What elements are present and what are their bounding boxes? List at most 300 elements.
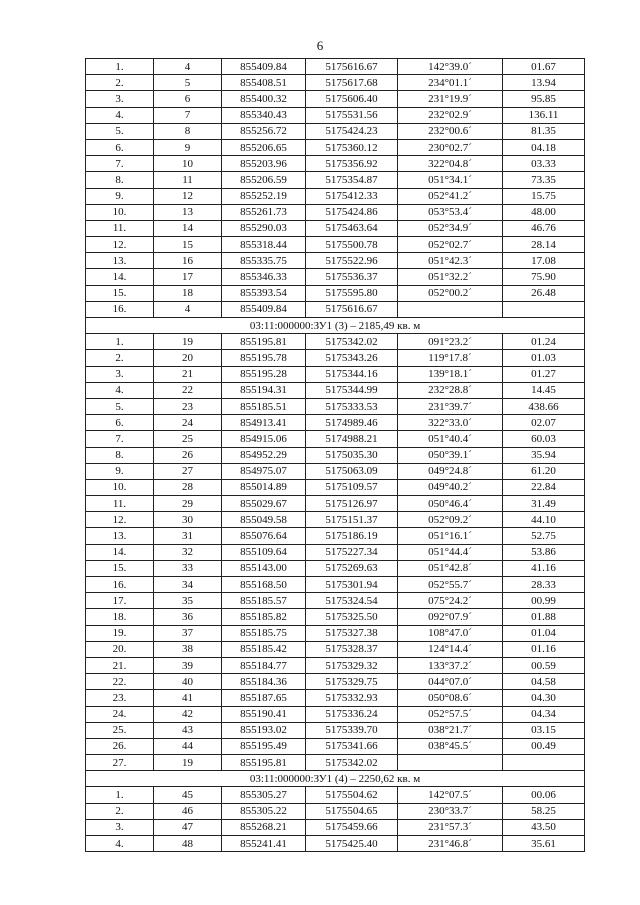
table-row bbox=[86, 269, 585, 285]
row-number-cell: 7. bbox=[86, 156, 154, 172]
distance-cell: 73.35 bbox=[503, 172, 585, 188]
direction-angle-cell: 234°01.1´ bbox=[398, 75, 503, 91]
y-coordinate-cell: 5175063.09 bbox=[306, 463, 398, 479]
distance-cell: 31.49 bbox=[503, 496, 585, 512]
direction-angle-cell: 231°57.3´ bbox=[398, 819, 503, 835]
direction-angle-cell: 052°41.2´ bbox=[398, 188, 503, 204]
direction-angle-cell: 049°24.8´ bbox=[398, 463, 503, 479]
row-number-cell: 13. bbox=[86, 253, 154, 269]
point-number-cell: 30 bbox=[154, 512, 222, 528]
distance-cell: 46.76 bbox=[503, 220, 585, 236]
y-coordinate-cell: 5175035.30 bbox=[306, 447, 398, 463]
point-number-cell: 18 bbox=[154, 285, 222, 301]
x-coordinate-cell: 854952.29 bbox=[222, 447, 306, 463]
distance-cell: 01.27 bbox=[503, 366, 585, 382]
y-coordinate-cell: 5175343.26 bbox=[306, 350, 398, 366]
row-number-cell: 15. bbox=[86, 285, 154, 301]
row-number-cell: 12. bbox=[86, 237, 154, 253]
distance-cell: 00.99 bbox=[503, 593, 585, 609]
table-row bbox=[86, 738, 585, 754]
direction-angle-cell: 133°37.2´ bbox=[398, 657, 503, 673]
x-coordinate-cell: 855168.50 bbox=[222, 577, 306, 593]
x-coordinate-cell: 855193.02 bbox=[222, 722, 306, 738]
point-number-cell: 34 bbox=[154, 577, 222, 593]
point-number-cell: 46 bbox=[154, 803, 222, 819]
table-row bbox=[86, 722, 585, 738]
y-coordinate-cell: 5175617.68 bbox=[306, 75, 398, 91]
row-number-cell: 6. bbox=[86, 415, 154, 431]
row-number-cell: 3. bbox=[86, 819, 154, 835]
x-coordinate-cell: 854975.07 bbox=[222, 463, 306, 479]
point-number-cell: 45 bbox=[154, 787, 222, 803]
direction-angle-cell: 051°32.2´ bbox=[398, 269, 503, 285]
point-number-cell: 35 bbox=[154, 593, 222, 609]
table-row bbox=[86, 398, 585, 414]
y-coordinate-cell: 5175424.23 bbox=[306, 123, 398, 139]
direction-angle-cell: 322°04.8´ bbox=[398, 156, 503, 172]
distance-cell: 03.15 bbox=[503, 722, 585, 738]
direction-angle-cell: 075°24.2´ bbox=[398, 593, 503, 609]
point-number-cell: 9 bbox=[154, 139, 222, 155]
point-number-cell: 32 bbox=[154, 544, 222, 560]
direction-angle-cell: 052°34.9´ bbox=[398, 220, 503, 236]
distance-cell: 81.35 bbox=[503, 123, 585, 139]
point-number-cell: 41 bbox=[154, 690, 222, 706]
point-number-cell: 38 bbox=[154, 641, 222, 657]
y-coordinate-cell: 5175342.02 bbox=[306, 334, 398, 350]
y-coordinate-cell: 5175324.54 bbox=[306, 593, 398, 609]
point-number-cell: 5 bbox=[154, 75, 222, 91]
point-number-cell: 13 bbox=[154, 204, 222, 220]
x-coordinate-cell: 855184.77 bbox=[222, 657, 306, 673]
direction-angle-cell: 051°40.4´ bbox=[398, 431, 503, 447]
table-row bbox=[86, 641, 585, 657]
point-number-cell: 19 bbox=[154, 755, 222, 771]
distance-cell: 00.59 bbox=[503, 657, 585, 673]
row-number-cell: 22. bbox=[86, 674, 154, 690]
y-coordinate-cell: 5175109.57 bbox=[306, 479, 398, 495]
y-coordinate-cell: 5175186.19 bbox=[306, 528, 398, 544]
x-coordinate-cell: 855400.32 bbox=[222, 91, 306, 107]
distance-cell: 01.24 bbox=[503, 334, 585, 350]
section-heading-row bbox=[86, 318, 585, 334]
x-coordinate-cell: 855195.49 bbox=[222, 738, 306, 754]
direction-angle-cell bbox=[398, 301, 503, 317]
y-coordinate-cell: 5175616.67 bbox=[306, 301, 398, 317]
table-row bbox=[86, 334, 585, 350]
direction-angle-cell: 142°07.5´ bbox=[398, 787, 503, 803]
row-number-cell: 7. bbox=[86, 431, 154, 447]
distance-cell: 04.30 bbox=[503, 690, 585, 706]
direction-angle-cell: 052°55.7´ bbox=[398, 577, 503, 593]
y-coordinate-cell: 5174988.21 bbox=[306, 431, 398, 447]
x-coordinate-cell: 855290.03 bbox=[222, 220, 306, 236]
point-number-cell: 19 bbox=[154, 334, 222, 350]
table-row bbox=[86, 350, 585, 366]
row-number-cell: 14. bbox=[86, 544, 154, 560]
y-coordinate-cell: 5175342.02 bbox=[306, 755, 398, 771]
point-number-cell: 17 bbox=[154, 269, 222, 285]
direction-angle-cell: 038°45.5´ bbox=[398, 738, 503, 754]
direction-angle-cell: 038°21.7´ bbox=[398, 722, 503, 738]
direction-angle-cell: 232°02.9´ bbox=[398, 107, 503, 123]
table-row bbox=[86, 75, 585, 91]
row-number-cell: 26. bbox=[86, 738, 154, 754]
y-coordinate-cell: 5175354.87 bbox=[306, 172, 398, 188]
distance-cell: 35.94 bbox=[503, 447, 585, 463]
x-coordinate-cell: 855261.73 bbox=[222, 204, 306, 220]
point-number-cell: 22 bbox=[154, 382, 222, 398]
direction-angle-cell: 139°18.1´ bbox=[398, 366, 503, 382]
y-coordinate-cell: 5175329.32 bbox=[306, 657, 398, 673]
x-coordinate-cell: 855335.75 bbox=[222, 253, 306, 269]
point-number-cell: 12 bbox=[154, 188, 222, 204]
x-coordinate-cell: 855185.51 bbox=[222, 398, 306, 414]
distance-cell: 03.33 bbox=[503, 156, 585, 172]
direction-angle-cell: 052°57.5´ bbox=[398, 706, 503, 722]
row-number-cell: 10. bbox=[86, 479, 154, 495]
direction-angle-cell: 050°46.4´ bbox=[398, 496, 503, 512]
direction-angle-cell: 232°28.8´ bbox=[398, 382, 503, 398]
direction-angle-cell: 051°44.4´ bbox=[398, 544, 503, 560]
row-number-cell: 5. bbox=[86, 123, 154, 139]
table-row bbox=[86, 690, 585, 706]
y-coordinate-cell: 5175500.78 bbox=[306, 237, 398, 253]
y-coordinate-cell: 5175339.70 bbox=[306, 722, 398, 738]
y-coordinate-cell: 5175333.53 bbox=[306, 398, 398, 414]
row-number-cell: 18. bbox=[86, 609, 154, 625]
row-number-cell: 1. bbox=[86, 787, 154, 803]
distance-cell: 58.25 bbox=[503, 803, 585, 819]
table-row bbox=[86, 431, 585, 447]
point-number-cell: 44 bbox=[154, 738, 222, 754]
row-number-cell: 8. bbox=[86, 447, 154, 463]
direction-angle-cell: 052°02.7´ bbox=[398, 237, 503, 253]
table-row bbox=[86, 803, 585, 819]
direction-angle-cell: 231°19.9´ bbox=[398, 91, 503, 107]
direction-angle-cell: 091°23.2´ bbox=[398, 334, 503, 350]
y-coordinate-cell: 5175356.92 bbox=[306, 156, 398, 172]
x-coordinate-cell: 855190.41 bbox=[222, 706, 306, 722]
point-number-cell: 14 bbox=[154, 220, 222, 236]
direction-angle-cell: 052°09.2´ bbox=[398, 512, 503, 528]
point-number-cell: 11 bbox=[154, 172, 222, 188]
y-coordinate-cell: 5175151.37 bbox=[306, 512, 398, 528]
coordinates-table bbox=[85, 58, 585, 852]
row-number-cell: 3. bbox=[86, 91, 154, 107]
table-row bbox=[86, 253, 585, 269]
table-row bbox=[86, 674, 585, 690]
point-number-cell: 8 bbox=[154, 123, 222, 139]
table-row bbox=[86, 285, 585, 301]
row-number-cell: 10. bbox=[86, 204, 154, 220]
direction-angle-cell: 231°39.7´ bbox=[398, 398, 503, 414]
distance-cell bbox=[503, 301, 585, 317]
x-coordinate-cell: 855346.33 bbox=[222, 269, 306, 285]
table-row bbox=[86, 123, 585, 139]
distance-cell: 15.75 bbox=[503, 188, 585, 204]
distance-cell: 00.06 bbox=[503, 787, 585, 803]
distance-cell: 35.61 bbox=[503, 836, 585, 852]
direction-angle-cell: 124°14.4´ bbox=[398, 641, 503, 657]
table-row bbox=[86, 819, 585, 835]
distance-cell: 01.04 bbox=[503, 625, 585, 641]
point-number-cell: 27 bbox=[154, 463, 222, 479]
y-coordinate-cell: 5175332.93 bbox=[306, 690, 398, 706]
row-number-cell: 17. bbox=[86, 593, 154, 609]
row-number-cell: 4. bbox=[86, 107, 154, 123]
distance-cell: 44.10 bbox=[503, 512, 585, 528]
distance-cell: 22.84 bbox=[503, 479, 585, 495]
x-coordinate-cell: 855393.54 bbox=[222, 285, 306, 301]
point-number-cell: 15 bbox=[154, 237, 222, 253]
distance-cell: 28.14 bbox=[503, 237, 585, 253]
row-number-cell: 2. bbox=[86, 803, 154, 819]
distance-cell: 14.45 bbox=[503, 382, 585, 398]
table-row bbox=[86, 706, 585, 722]
point-number-cell: 7 bbox=[154, 107, 222, 123]
y-coordinate-cell: 5174989.46 bbox=[306, 415, 398, 431]
x-coordinate-cell: 855409.84 bbox=[222, 301, 306, 317]
distance-cell: 01.67 bbox=[503, 59, 585, 75]
table-row bbox=[86, 447, 585, 463]
point-number-cell: 40 bbox=[154, 674, 222, 690]
table-row bbox=[86, 528, 585, 544]
x-coordinate-cell: 855109.64 bbox=[222, 544, 306, 560]
direction-angle-cell: 050°39.1´ bbox=[398, 447, 503, 463]
y-coordinate-cell: 5175425.40 bbox=[306, 836, 398, 852]
point-number-cell: 25 bbox=[154, 431, 222, 447]
x-coordinate-cell: 855252.19 bbox=[222, 188, 306, 204]
x-coordinate-cell: 855185.42 bbox=[222, 641, 306, 657]
table-row bbox=[86, 107, 585, 123]
x-coordinate-cell: 855076.64 bbox=[222, 528, 306, 544]
row-number-cell: 1. bbox=[86, 59, 154, 75]
direction-angle-cell: 232°00.6´ bbox=[398, 123, 503, 139]
y-coordinate-cell: 5175227.34 bbox=[306, 544, 398, 560]
direction-angle-cell: 049°40.2´ bbox=[398, 479, 503, 495]
point-number-cell: 6 bbox=[154, 91, 222, 107]
direction-angle-cell: 119°17.8´ bbox=[398, 350, 503, 366]
point-number-cell: 37 bbox=[154, 625, 222, 641]
y-coordinate-cell: 5175412.33 bbox=[306, 188, 398, 204]
table-row bbox=[86, 657, 585, 673]
table-row bbox=[86, 59, 585, 75]
direction-angle-cell: 053°53.4´ bbox=[398, 204, 503, 220]
point-number-cell: 36 bbox=[154, 609, 222, 625]
y-coordinate-cell: 5175360.12 bbox=[306, 139, 398, 155]
x-coordinate-cell: 855409.84 bbox=[222, 59, 306, 75]
distance-cell: 04.58 bbox=[503, 674, 585, 690]
x-coordinate-cell: 855318.44 bbox=[222, 237, 306, 253]
row-number-cell: 6. bbox=[86, 139, 154, 155]
y-coordinate-cell: 5175504.62 bbox=[306, 787, 398, 803]
table-row bbox=[86, 496, 585, 512]
direction-angle-cell: 052°00.2´ bbox=[398, 285, 503, 301]
y-coordinate-cell: 5175329.75 bbox=[306, 674, 398, 690]
direction-angle-cell: 092°07.9´ bbox=[398, 609, 503, 625]
distance-cell: 01.88 bbox=[503, 609, 585, 625]
x-coordinate-cell: 855206.59 bbox=[222, 172, 306, 188]
direction-angle-cell: 051°16.1´ bbox=[398, 528, 503, 544]
x-coordinate-cell: 855185.75 bbox=[222, 625, 306, 641]
row-number-cell: 27. bbox=[86, 755, 154, 771]
table-row bbox=[86, 755, 585, 771]
table-row bbox=[86, 204, 585, 220]
row-number-cell: 21. bbox=[86, 657, 154, 673]
distance-cell: 04.18 bbox=[503, 139, 585, 155]
row-number-cell: 9. bbox=[86, 463, 154, 479]
y-coordinate-cell: 5175463.64 bbox=[306, 220, 398, 236]
point-number-cell: 16 bbox=[154, 253, 222, 269]
y-coordinate-cell: 5175504.65 bbox=[306, 803, 398, 819]
x-coordinate-cell: 855206.65 bbox=[222, 139, 306, 155]
table-row bbox=[86, 382, 585, 398]
point-number-cell: 47 bbox=[154, 819, 222, 835]
y-coordinate-cell: 5175536.37 bbox=[306, 269, 398, 285]
table-row bbox=[86, 609, 585, 625]
x-coordinate-cell: 855184.36 bbox=[222, 674, 306, 690]
row-number-cell: 4. bbox=[86, 382, 154, 398]
distance-cell: 43.50 bbox=[503, 819, 585, 835]
point-number-cell: 42 bbox=[154, 706, 222, 722]
row-number-cell: 24. bbox=[86, 706, 154, 722]
row-number-cell: 3. bbox=[86, 366, 154, 382]
table-row bbox=[86, 188, 585, 204]
x-coordinate-cell: 854915.06 bbox=[222, 431, 306, 447]
distance-cell: 01.03 bbox=[503, 350, 585, 366]
distance-cell: 136.11 bbox=[503, 107, 585, 123]
x-coordinate-cell: 855241.41 bbox=[222, 836, 306, 852]
distance-cell: 52.75 bbox=[503, 528, 585, 544]
table-row bbox=[86, 415, 585, 431]
table-row bbox=[86, 560, 585, 576]
x-coordinate-cell: 855049.58 bbox=[222, 512, 306, 528]
point-number-cell: 10 bbox=[154, 156, 222, 172]
x-coordinate-cell: 855340.43 bbox=[222, 107, 306, 123]
y-coordinate-cell: 5175327.38 bbox=[306, 625, 398, 641]
table-row bbox=[86, 220, 585, 236]
distance-cell: 17.08 bbox=[503, 253, 585, 269]
x-coordinate-cell: 855305.27 bbox=[222, 787, 306, 803]
point-number-cell: 21 bbox=[154, 366, 222, 382]
page-number: 6 bbox=[316, 38, 324, 53]
point-number-cell: 28 bbox=[154, 479, 222, 495]
point-number-cell: 33 bbox=[154, 560, 222, 576]
x-coordinate-cell: 855195.78 bbox=[222, 350, 306, 366]
table-row bbox=[86, 156, 585, 172]
point-number-cell: 4 bbox=[154, 301, 222, 317]
table-row bbox=[86, 544, 585, 560]
table-row bbox=[86, 787, 585, 803]
point-number-cell: 31 bbox=[154, 528, 222, 544]
direction-angle-cell: 108°47.0´ bbox=[398, 625, 503, 641]
distance-cell: 48.00 bbox=[503, 204, 585, 220]
direction-angle-cell: 051°42.8´ bbox=[398, 560, 503, 576]
x-coordinate-cell: 855185.82 bbox=[222, 609, 306, 625]
x-coordinate-cell: 855143.00 bbox=[222, 560, 306, 576]
row-number-cell: 20. bbox=[86, 641, 154, 657]
section-heading-row bbox=[86, 771, 585, 787]
distance-cell: 28.33 bbox=[503, 577, 585, 593]
table-row bbox=[86, 593, 585, 609]
row-number-cell: 25. bbox=[86, 722, 154, 738]
distance-cell: 61.20 bbox=[503, 463, 585, 479]
row-number-cell: 4. bbox=[86, 836, 154, 852]
direction-angle-cell: 051°34.1´ bbox=[398, 172, 503, 188]
row-number-cell: 8. bbox=[86, 172, 154, 188]
x-coordinate-cell: 855195.81 bbox=[222, 334, 306, 350]
point-number-cell: 26 bbox=[154, 447, 222, 463]
row-number-cell: 9. bbox=[86, 188, 154, 204]
direction-angle-cell: 230°33.7´ bbox=[398, 803, 503, 819]
x-coordinate-cell: 855185.57 bbox=[222, 593, 306, 609]
distance-cell: 04.34 bbox=[503, 706, 585, 722]
direction-angle-cell: 231°46.8´ bbox=[398, 836, 503, 852]
direction-angle-cell: 051°42.3´ bbox=[398, 253, 503, 269]
y-coordinate-cell: 5175301.94 bbox=[306, 577, 398, 593]
x-coordinate-cell: 855305.22 bbox=[222, 803, 306, 819]
row-number-cell: 5. bbox=[86, 398, 154, 414]
table-row bbox=[86, 301, 585, 317]
x-coordinate-cell: 855029.67 bbox=[222, 496, 306, 512]
point-number-cell: 29 bbox=[154, 496, 222, 512]
row-number-cell: 2. bbox=[86, 350, 154, 366]
y-coordinate-cell: 5175344.16 bbox=[306, 366, 398, 382]
table-row bbox=[86, 836, 585, 852]
table-row bbox=[86, 172, 585, 188]
row-number-cell: 2. bbox=[86, 75, 154, 91]
distance-cell: 41.16 bbox=[503, 560, 585, 576]
table-row bbox=[86, 91, 585, 107]
x-coordinate-cell: 855256.72 bbox=[222, 123, 306, 139]
table-row bbox=[86, 625, 585, 641]
distance-cell: 60.03 bbox=[503, 431, 585, 447]
distance-cell: 02.07 bbox=[503, 415, 585, 431]
y-coordinate-cell: 5175344.99 bbox=[306, 382, 398, 398]
table-row bbox=[86, 577, 585, 593]
direction-angle-cell: 044°07.0´ bbox=[398, 674, 503, 690]
point-number-cell: 4 bbox=[154, 59, 222, 75]
distance-cell: 53.86 bbox=[503, 544, 585, 560]
distance-cell: 438.66 bbox=[503, 398, 585, 414]
point-number-cell: 48 bbox=[154, 836, 222, 852]
y-coordinate-cell: 5175269.63 bbox=[306, 560, 398, 576]
x-coordinate-cell: 854913.41 bbox=[222, 415, 306, 431]
direction-angle-cell: 322°33.0´ bbox=[398, 415, 503, 431]
row-number-cell: 11. bbox=[86, 220, 154, 236]
y-coordinate-cell: 5175328.37 bbox=[306, 641, 398, 657]
point-number-cell: 43 bbox=[154, 722, 222, 738]
y-coordinate-cell: 5175336.24 bbox=[306, 706, 398, 722]
direction-angle-cell bbox=[398, 755, 503, 771]
point-number-cell: 20 bbox=[154, 350, 222, 366]
y-coordinate-cell: 5175424.86 bbox=[306, 204, 398, 220]
x-coordinate-cell: 855268.21 bbox=[222, 819, 306, 835]
distance-cell: 13.94 bbox=[503, 75, 585, 91]
row-number-cell: 16. bbox=[86, 301, 154, 317]
x-coordinate-cell: 855195.81 bbox=[222, 755, 306, 771]
table-row bbox=[86, 512, 585, 528]
distance-cell: 95.85 bbox=[503, 91, 585, 107]
section-heading: 03:11:000000:ЗУ1 (4) – 2250,62 кв. м bbox=[86, 771, 585, 787]
y-coordinate-cell: 5175522.96 bbox=[306, 253, 398, 269]
y-coordinate-cell: 5175606.40 bbox=[306, 91, 398, 107]
y-coordinate-cell: 5175595.80 bbox=[306, 285, 398, 301]
direction-angle-cell: 050°08.6´ bbox=[398, 690, 503, 706]
section-heading: 03:11:000000:ЗУ1 (3) – 2185,49 кв. м bbox=[86, 318, 585, 334]
x-coordinate-cell: 855408.51 bbox=[222, 75, 306, 91]
